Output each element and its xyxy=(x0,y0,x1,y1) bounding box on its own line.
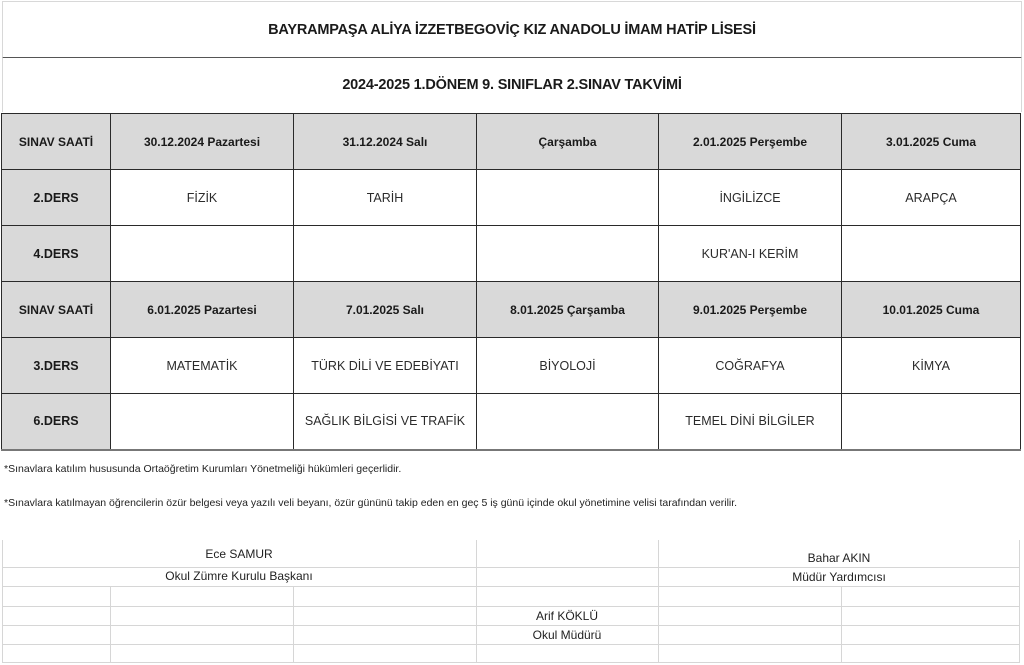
gridline xyxy=(2,586,1020,587)
period-label-cell: 4.DERS xyxy=(2,226,111,282)
exam-schedule-table xyxy=(1,113,1021,451)
table-row xyxy=(2,338,1021,394)
signatory-left-name: Ece SAMUR xyxy=(205,547,273,561)
header-label-cell: SINAV SAATİ xyxy=(2,282,111,338)
subject-cell: İNGİLİZCE xyxy=(659,170,842,226)
period-label-cell: 6.DERS xyxy=(2,394,111,450)
gridline xyxy=(2,625,1020,626)
signatory-principal-name: Arif KÖKLÜ xyxy=(535,609,598,623)
subject-cell xyxy=(477,394,659,450)
day-header-cell: Çarşamba xyxy=(477,114,659,170)
subject-cell: KUR'AN-I KERİM xyxy=(659,226,842,282)
subject-cell: ARAPÇA xyxy=(842,170,1021,226)
day-header-cell: 6.01.2025 Pazartesi xyxy=(111,282,294,338)
gridline xyxy=(2,662,1020,663)
subject-cell-empty-shaded xyxy=(477,170,659,226)
week1-header-row xyxy=(2,114,1021,170)
subject-cell: BİYOLOJİ xyxy=(477,338,659,394)
day-header-cell: 9.01.2025 Perşembe xyxy=(659,282,842,338)
subject-cell-empty-shaded xyxy=(477,226,659,282)
subject-cell: TARİH xyxy=(294,170,477,226)
week2-header-row xyxy=(2,282,1021,338)
day-header-cell: 10.01.2025 Cuma xyxy=(842,282,1021,338)
school-name-title: BAYRAMPAŞA ALİYA İZZETBEGOVİÇ KIZ ANADOLU İMAM HATİP LİSESİ xyxy=(2,1,1022,59)
day-header-cell: 7.01.2025 Salı xyxy=(294,282,477,338)
day-header-cell: 30.12.2024 Pazartesi xyxy=(111,114,294,170)
gridline xyxy=(2,644,1020,645)
header-label-cell: SINAV SAATİ xyxy=(2,114,111,170)
gridline xyxy=(293,586,294,663)
subject-cell xyxy=(842,394,1021,450)
period-label-cell: 3.DERS xyxy=(2,338,111,394)
gridline xyxy=(110,586,111,663)
signature-area xyxy=(2,540,1020,663)
period-label-cell: 2.DERS xyxy=(2,170,111,226)
table-row xyxy=(2,394,1021,450)
signatory-right-title: Müdür Yardımcısı xyxy=(792,570,886,584)
schedule-title: 2024-2025 1.DÖNEM 9. SINIFLAR 2.SINAV TAKVİMİ xyxy=(2,58,1022,112)
subject-cell: MATEMATİK xyxy=(111,338,294,394)
gridline xyxy=(476,540,477,663)
subject-cell xyxy=(294,226,477,282)
day-header-cell: 8.01.2025 Çarşamba xyxy=(477,282,659,338)
gridline xyxy=(841,586,842,663)
subject-cell: TEMEL DİNİ BİLGİLER xyxy=(659,394,842,450)
subject-cell xyxy=(111,226,294,282)
signatory-left-title: Okul Zümre Kurulu Başkanı xyxy=(165,569,313,583)
subject-cell: FİZİK xyxy=(111,170,294,226)
day-header-cell: 31.12.2024 Salı xyxy=(294,114,477,170)
subject-cell: TÜRK DİLİ VE EDEBİYATI xyxy=(294,338,477,394)
table-row xyxy=(2,170,1021,226)
signatory-right-name: Bahar AKIN xyxy=(807,551,871,565)
signatory-principal-title: Okul Müdürü xyxy=(532,628,602,642)
gridline xyxy=(2,567,1020,568)
subject-cell xyxy=(842,226,1021,282)
subject-cell xyxy=(111,394,294,450)
day-header-cell: 3.01.2025 Cuma xyxy=(842,114,1021,170)
subject-cell: SAĞLIK BİLGİSİ VE TRAFİK xyxy=(294,394,477,450)
note-absence-excuse: *Sınavlara katılmayan öğrencilerin özür belgesi veya yazılı veli beyanı, özür gününü takip eden en geç 5 iş günü içinde okul yönetimine velisi tarafından verilir. xyxy=(4,497,738,509)
note-exam-regulation: *Sınavlara katılım hususunda Ortaöğretim Kurumları Yönetmeliği hükümleri geçerlidir. xyxy=(4,463,402,475)
gridline xyxy=(2,606,1020,607)
subject-cell: COĞRAFYA xyxy=(659,338,842,394)
table-row xyxy=(2,226,1021,282)
day-header-cell: 2.01.2025 Perşembe xyxy=(659,114,842,170)
subject-cell: KİMYA xyxy=(842,338,1021,394)
